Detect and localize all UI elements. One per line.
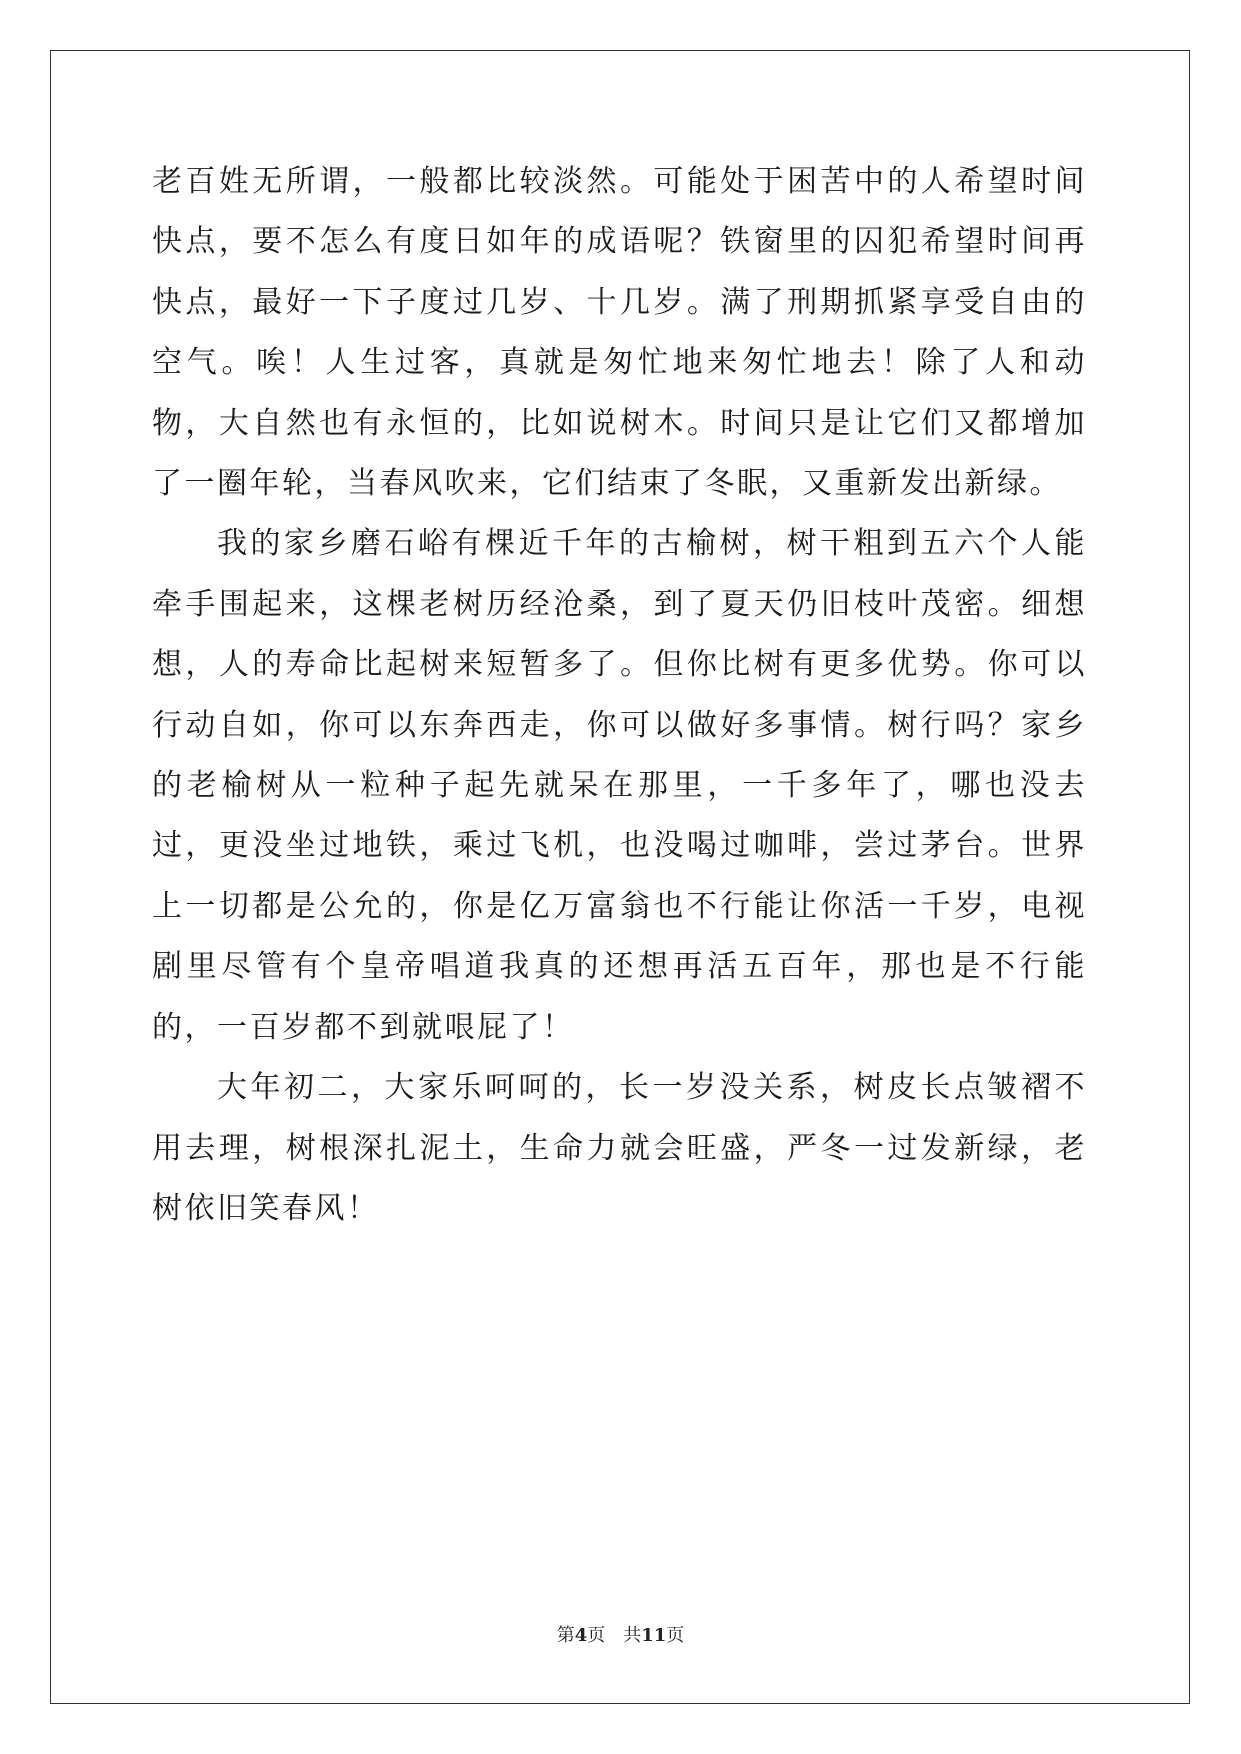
page-number-prefix: 第 bbox=[556, 1625, 575, 1646]
paragraph-3: 大年初二，大家乐呵呵的，长一岁没关系，树皮长点皱褶不用去理，树根深扎泥土，生命力就会旺盛，严冬一过发新绿，老树依旧笑春风！ bbox=[152, 1070, 1087, 1226]
page-footer bbox=[0, 1624, 1241, 1648]
total-pages-prefix: 共 bbox=[623, 1625, 642, 1646]
page-number-unit: 页 bbox=[587, 1625, 606, 1646]
total-pages: 11 bbox=[641, 1625, 667, 1646]
page-number: 4 bbox=[574, 1625, 588, 1646]
document-body bbox=[152, 152, 1087, 1239]
paragraph-2: 我的家乡磨石峪有棵近千年的古榆树，树干粗到五六个人能牵手围起来，这棵老树历经沧桑，到了夏天仍旧枝叶茂密。细想想，人的寿命比起树来短暂多了。但你比树有更多优势。你可以行动自如，你可以东奔西走，你可以做好多事情。树行吗？家乡的老榆树从一粒种子起先就呆在那里，一千多年了，哪也没去过，更没坐过地铁，乘过飞机，也没喝过咖啡，尝过茅台。世界上一切都是公允的，你是亿万富翁也不行能让你活一千岁，电视剧里尽管有个皇帝唱道我真的还想再活五百年，那也是不行能的，一百岁都不到就哏屁了！ bbox=[152, 526, 1087, 1045]
total-pages-unit: 页 bbox=[666, 1625, 685, 1646]
paragraph-1: 老百姓无所谓，一般都比较淡然。可能处于困苦中的人希望时间快点，要不怎么有度日如年的成语呢？铁窗里的囚犯希望时间再快点，最好一下子度过几岁、十几岁。满了刑期抓紧享受自由的空气。唉！人生过客，真就是匆忙地来匆忙地去！除了人和动物，大自然也有永恒的，比如说树木。时间只是让它们又都增加了一圈年轮，当春风吹来，它们结束了冬眠，又重新发出新绿。 bbox=[152, 164, 1087, 502]
